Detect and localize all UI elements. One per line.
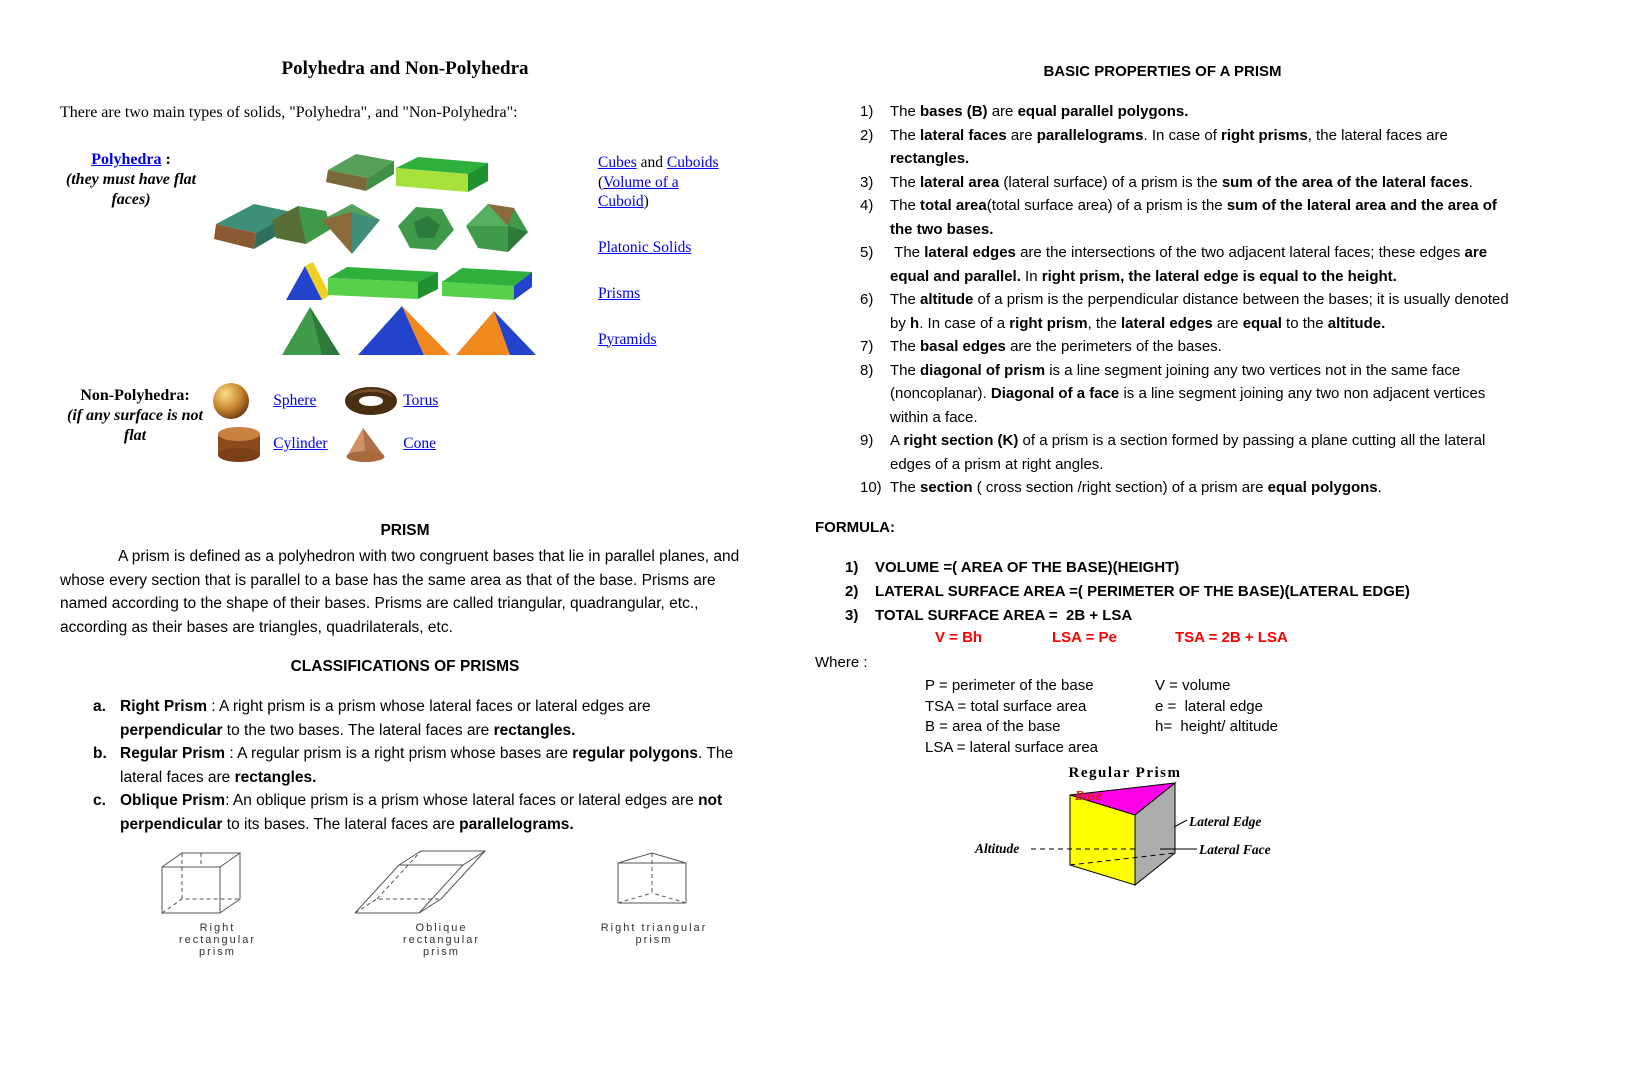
property-number: 2)	[860, 126, 874, 144]
property-number: 1)	[860, 103, 874, 120]
formula-text: VOLUME =( AREA OF THE BASE)(HEIGHT)	[875, 559, 1180, 576]
polyhedra-links-column	[598, 153, 724, 369]
property-number: 7)	[860, 338, 874, 355]
property-text: The diagonal of prism is a line segment joining any two vertices not in the same face (noncoplanar). Diagonal of a face is a line segment joining any two non adjacent vertices within a face.	[890, 361, 1490, 426]
polyhedra-colon: :	[161, 151, 171, 168]
cubes-cuboids-group	[598, 153, 724, 212]
cuboids-link[interactable]: Cuboids	[666, 154, 719, 171]
lateral-edge-label: Lateral Edge	[1189, 814, 1262, 829]
polyhedra-shapes-image	[210, 148, 540, 365]
prism-paragraph: A prism is defined as a polyhedron with two congruent bases that lie in parallel planes, and whose every section that is parallel to a base has the same area as that of the base. Prisms are named according to the shape of their bases. Prisms are called triangular, quadrangular, etc., according as their bases are triangles, quadrilaterals, etc.	[60, 548, 740, 637]
sphere-image	[213, 383, 273, 419]
property-item	[860, 335, 1515, 359]
and-text: and	[636, 154, 667, 171]
property-text: A right section (K) of a prism is a section formed by passing a plane cutting all the lateral edges of a prism at right angles.	[890, 432, 1490, 473]
right-page	[815, 0, 1515, 1080]
definitions-right-column	[1155, 676, 1355, 758]
classifications-list	[93, 695, 748, 836]
property-text: The lateral edges are the intersections of the two adjacent lateral faces; these edges are equal and parallel. In right prism, the lateral edge is equal to the height.	[890, 244, 1492, 285]
platonic-solids-group	[598, 238, 724, 258]
definition-item: h= height/ altitude	[1155, 718, 1279, 735]
polyhedra-label-block	[56, 150, 206, 210]
formula-list	[845, 556, 1510, 628]
formula-number: 2)	[845, 583, 859, 600]
cone-link[interactable]: Cone	[403, 435, 437, 452]
property-item	[860, 124, 1515, 171]
formula-text: TOTAL SURFACE AREA = 2B + LSA	[875, 607, 1133, 624]
polyhedra-note: (they must have flat faces)	[65, 171, 197, 208]
formula-number: 1)	[845, 559, 859, 576]
formula-text: LATERAL SURFACE AREA =( PERIMETER OF THE BASE)(LATERAL EDGE)	[875, 583, 1410, 600]
classification-text: Oblique Prism: An oblique prism is a prism whose lateral faces or lateral edges are not perpendicular to its bases. The lateral faces are parallelograms.	[120, 792, 727, 833]
property-number: 10)	[860, 479, 882, 496]
pyramids-group	[598, 330, 724, 350]
property-text: The lateral area (lateral surface) of a prism is the sum of the area of the lateral faces.	[890, 173, 1473, 191]
figure-caption: Right triangular prism	[600, 922, 708, 946]
torus-link[interactable]: Torus	[403, 392, 439, 409]
formula-heading: FORMULA:	[815, 519, 895, 536]
formula-number: 3)	[845, 607, 859, 624]
torus-image	[343, 385, 403, 417]
lsa-formula: LSA = Pe	[1052, 629, 1117, 646]
right-triangular-prism-figure	[598, 845, 710, 958]
definition-item: B = area of the base	[925, 718, 1061, 735]
classification-item	[93, 789, 748, 836]
property-number: 9)	[860, 432, 874, 449]
diagram-title: Regular Prism	[1068, 765, 1182, 781]
formula-item	[845, 604, 1510, 628]
formula-item	[845, 580, 1510, 604]
cylinder-cone-row	[213, 425, 473, 463]
volume-formula: V = Bh	[935, 629, 983, 646]
formula-item	[845, 556, 1510, 580]
right-rectangular-prism-figure	[150, 845, 285, 958]
classification-marker: c.	[93, 792, 106, 809]
figure-caption: Right rectangular prism	[178, 922, 257, 958]
regular-prism-diagram	[975, 757, 1455, 917]
polyhedra-title	[56, 150, 206, 170]
non-polyhedra-shapes	[213, 383, 473, 469]
base-label: Base	[1075, 788, 1102, 803]
prism-heading: PRISM	[380, 522, 430, 539]
definition-item: P = perimeter of the base	[925, 677, 1094, 694]
property-number: 6)	[860, 291, 874, 308]
classification-item	[93, 742, 748, 789]
property-text: The basal edges are the perimeters of the bases.	[890, 338, 1222, 355]
prisms-link[interactable]: Prisms	[598, 285, 641, 302]
oblique-rectangular-prism-figure	[347, 845, 537, 958]
intro-text: There are two main types of solids, "Polyhedra", and "Non-Polyhedra":	[60, 104, 518, 121]
sphere-link[interactable]: Sphere	[273, 392, 317, 409]
classifications-heading: CLASSIFICATIONS OF PRISMS	[290, 658, 520, 675]
prisms-group	[598, 284, 724, 304]
platonic-solids-link[interactable]: Platonic Solids	[598, 238, 692, 256]
property-item	[860, 476, 1515, 500]
polyhedra-link[interactable]: Polyhedra	[91, 151, 162, 168]
property-number: 3)	[860, 173, 874, 191]
classification-text: Regular Prism : A regular prism is a right prism whose bases are regular polygons. The lateral faces are rectangles.	[120, 745, 738, 786]
oblique-rectangular-prism-drawing	[347, 845, 537, 920]
definitions-block	[925, 676, 1405, 758]
tsa-formula: TSA = 2B + LSA	[1175, 629, 1288, 646]
classification-marker: a.	[93, 698, 106, 715]
polyhedra-solids-illustration	[210, 148, 540, 360]
classification-text: Right Prism : A right prism is a prism whose lateral faces or lateral edges are perpendicular to the two bases. The lateral faces are rectangles.	[120, 698, 655, 739]
prism-figures-row	[150, 845, 710, 958]
property-text: The lateral faces are parallelograms. In case of right prisms, the lateral faces are rectangles.	[890, 126, 1452, 167]
cylinder-link[interactable]: Cylinder	[273, 435, 328, 452]
definition-item: TSA = total surface area	[925, 697, 1087, 715]
property-text: The altitude of a prism is the perpendicular distance between the bases; it is usually denoted by h. In case of a right prism, the lateral edges are equal to the altitude.	[890, 291, 1513, 332]
right-rectangular-prism-drawing	[150, 845, 285, 920]
lateral-face-label: Lateral Face	[1199, 842, 1271, 857]
definition-item: e = lateral edge	[1155, 697, 1263, 715]
figure-caption: Oblique rectangular prism	[402, 922, 481, 958]
definition-item: LSA = lateral surface area	[925, 738, 1099, 756]
cone-image	[343, 425, 403, 463]
property-number: 4)	[860, 197, 874, 214]
red-formulas-row	[815, 629, 1475, 651]
non-polyhedra-label-block	[56, 386, 214, 446]
open-paren: (	[598, 173, 604, 191]
where-label: Where :	[815, 654, 868, 671]
non-polyhedra-note: (if any surface is not flat	[67, 407, 203, 444]
classification-marker: b.	[93, 745, 107, 762]
property-text: The total area(total surface area) of a prism is the sum of the lateral area and the area of the two bases.	[890, 197, 1502, 238]
page-title: Polyhedra and Non-Polyhedra	[281, 58, 529, 79]
altitude-label: Altitude	[975, 841, 1020, 856]
right-triangular-prism-drawing	[604, 845, 704, 920]
cubes-link[interactable]: Cubes	[598, 154, 637, 171]
basic-properties-heading: BASIC PROPERTIES OF A PRISM	[1043, 63, 1282, 80]
classification-item	[93, 695, 748, 742]
property-item	[860, 194, 1515, 241]
pyramids-link[interactable]: Pyramids	[598, 330, 657, 348]
property-number: 5)	[860, 244, 874, 261]
volume-of-cuboid-link[interactable]: Volume of a Cuboid	[598, 173, 679, 210]
property-item	[860, 429, 1515, 476]
property-item	[860, 359, 1515, 430]
properties-list	[860, 100, 1515, 500]
property-item	[860, 100, 1515, 124]
property-item	[860, 241, 1515, 288]
sphere-torus-row	[213, 383, 473, 419]
property-text: The bases (B) are equal parallel polygons.	[890, 103, 1189, 120]
non-polyhedra-title: Non-Polyhedra:	[80, 387, 190, 404]
property-text: The section ( cross section /right section) of a prism are equal polygons.	[890, 479, 1382, 496]
definitions-left-column	[925, 676, 1155, 758]
property-number: 8)	[860, 361, 874, 379]
property-item	[860, 288, 1515, 335]
close-paren: )	[643, 193, 649, 210]
definition-item: V = volume	[1155, 677, 1231, 694]
cylinder-image	[213, 425, 273, 463]
property-item	[860, 171, 1515, 195]
